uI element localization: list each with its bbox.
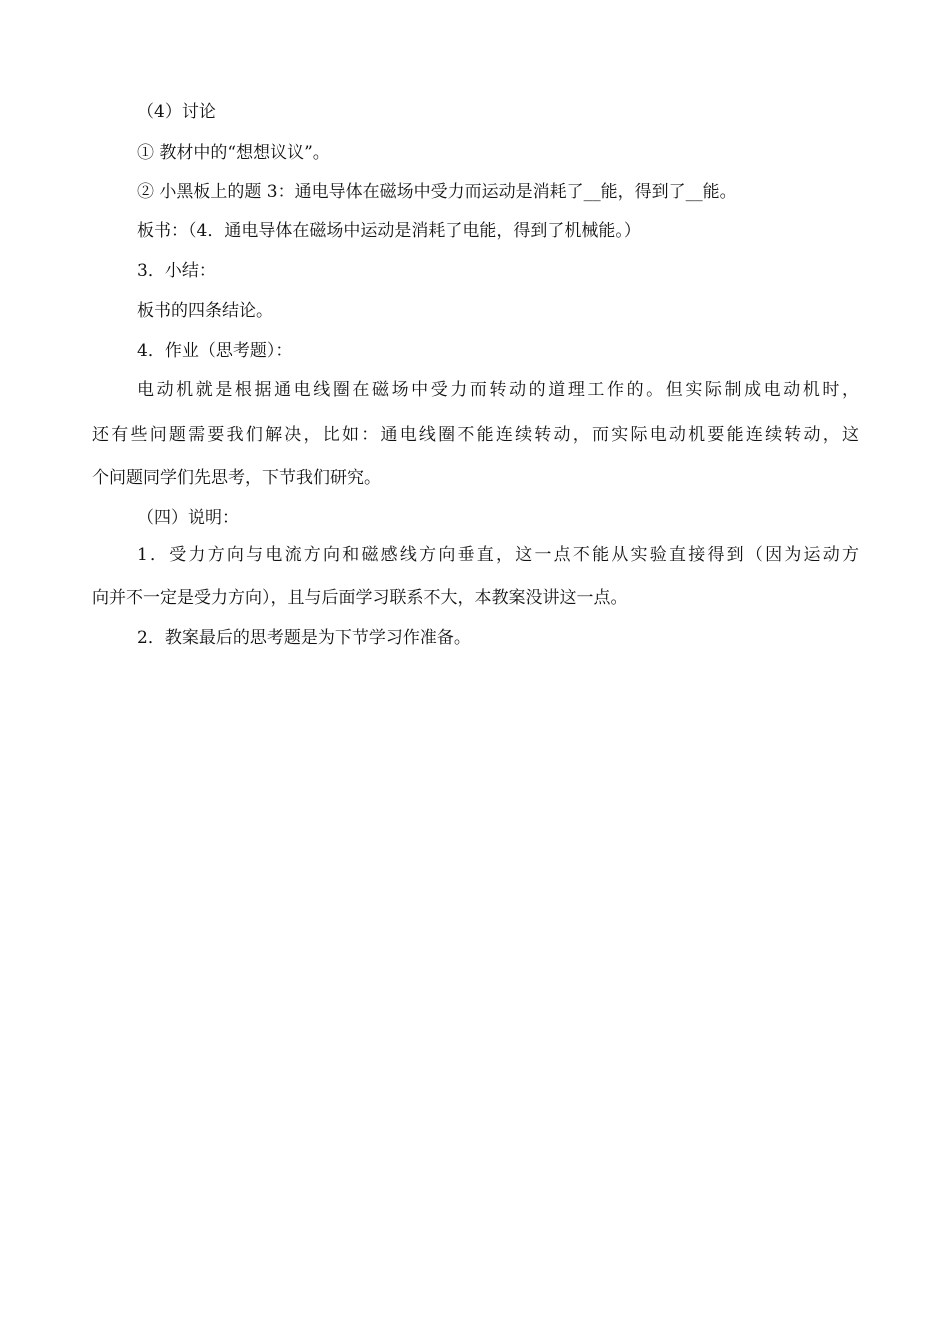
summary-text: 板书的四条结论。 — [137, 301, 273, 321]
heading-notes: （四）说明： — [137, 508, 239, 528]
item-blackboard-question: ② 小黑板上的题 3：通电导体在磁场中受力而运动是消耗了__能，得到了__能。 — [137, 182, 737, 202]
homework-paragraph-line-3: 个问题同学们先思考，下节我们研究。 — [92, 468, 381, 488]
homework-paragraph-line-2: 还有些问题需要我们解决，比如：通电线圈不能连续转动，而实际电动机要能连续转动，这 — [92, 425, 859, 445]
board-note-conclusion-4: 板书：（4．通电导体在磁场中运动是消耗了电能，得到了机械能。） — [137, 221, 641, 241]
heading-summary: 3．小结： — [137, 261, 216, 281]
item-textbook-discussion: ① 教材中的“想想议议”。 — [137, 143, 330, 163]
heading-homework: 4．作业（思考题）： — [137, 341, 293, 361]
note-2: 2．教案最后的思考题是为下节学习作准备。 — [137, 628, 471, 648]
heading-discussion: （4）讨论 — [137, 102, 216, 122]
note-1-line-2: 向并不一定是受力方向），且与后面学习联系不大，本教案没讲这一点。 — [92, 588, 628, 608]
note-1-line-1: 1．受力方向与电流方向和磁感线方向垂直，这一点不能从实验直接得到（因为运动方 — [137, 545, 859, 565]
homework-paragraph-line-1: 电动机就是根据通电线圈在磁场中受力而转动的道理工作的。但实际制成电动机时， — [137, 380, 859, 400]
